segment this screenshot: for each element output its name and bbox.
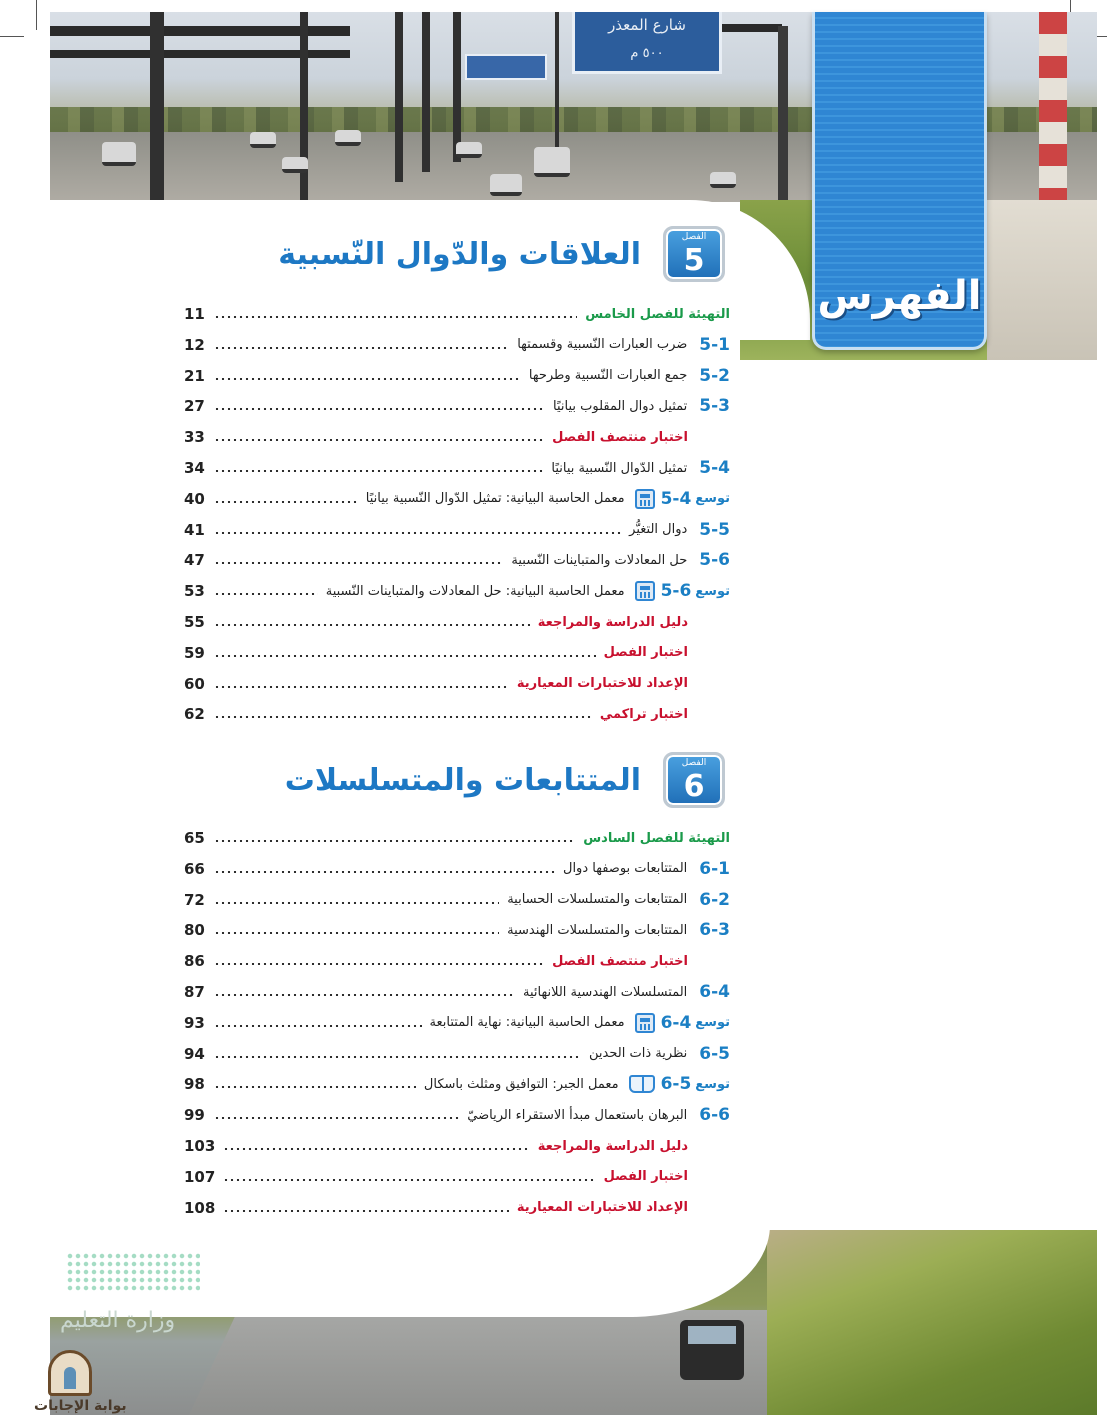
direction-sign (465, 54, 547, 80)
toc-entry-label: ضرب العبارات النّسبية وقسمتها (517, 337, 688, 353)
chapter-6-heading (285, 750, 725, 810)
site-watermark: بوابة الإجابات (34, 1398, 127, 1414)
toc-entry[interactable] (184, 1134, 730, 1158)
page-number: 47 (184, 551, 205, 570)
lesson-code: 5-4 (660, 488, 692, 509)
page-number: 34 (184, 459, 205, 477)
dot-leader (214, 439, 544, 441)
page-number: 60 (184, 674, 205, 693)
toc-entry-label: معمل الحاسبة البيانية: حل المعادلات والمتباينات النّسبية (325, 583, 625, 599)
chapter-6-badge: الفصل 6 (663, 752, 725, 808)
crop-mark (36, 0, 37, 30)
toc-entry[interactable] (184, 333, 730, 357)
lesson-code: 5-1 (699, 334, 730, 355)
page-number: 62 (184, 705, 205, 724)
dot-leader (214, 593, 318, 595)
toc-entry[interactable] (184, 1196, 730, 1220)
page-number: 103 (184, 1137, 216, 1155)
toc-entry-label: اختبار الفصل (603, 1169, 688, 1185)
page-number: 53 (184, 582, 205, 601)
toc-entry[interactable] (184, 302, 730, 326)
chapter-6-title: المتتابعات والمتسلسلات (284, 762, 641, 798)
dot-leader (214, 994, 515, 996)
page-number: 11 (184, 305, 205, 323)
lesson-code: 6-6 (699, 1105, 730, 1126)
toc-entry-label: اختبار منتصف الفصل (552, 429, 688, 445)
toc-entry[interactable] (184, 579, 730, 603)
index-title: الفهرس (817, 273, 982, 319)
toc-entry[interactable] (184, 949, 730, 973)
toc-entry[interactable] (184, 1165, 730, 1189)
toc-entry-label: دليل الدراسة والمراجعة (537, 614, 688, 630)
chapter-5-title: العلاقات والدّوال النّسبية (278, 236, 641, 272)
page-number: 65 (184, 829, 205, 847)
toc-entry[interactable] (184, 548, 730, 572)
page-number: 108 (184, 1198, 216, 1217)
toc-entry-label: البرهان باستعمال مبدأ الاستقراء الرياضيّ (467, 1107, 688, 1123)
dot-leader (214, 562, 503, 564)
toc-entry-label: نظرية ذات الحدين (589, 1046, 688, 1062)
street-sign: شارع المعذر ٥٠٠ م (572, 12, 722, 74)
dot-leader (214, 716, 592, 718)
extension-prefix: توسع (695, 491, 730, 507)
toc-entry-label: تمثيل الدّوال النّسبية بيانيًا (551, 460, 688, 476)
calculator-icon (635, 489, 655, 509)
dot-leader (223, 1179, 595, 1181)
toc-entry[interactable] (184, 1011, 730, 1035)
dot-leader (214, 902, 499, 904)
page-number: 21 (184, 366, 205, 385)
dot-leader (214, 871, 555, 873)
dot-leader (214, 470, 543, 472)
chapter-5-heading (278, 224, 725, 284)
toc-entry[interactable] (184, 641, 730, 665)
dot-leader (214, 932, 499, 934)
lesson-code: 5-2 (699, 365, 730, 386)
dot-leader (214, 963, 544, 965)
toc-entry-label: تمثيل دوال المقلوب بيانيًا (553, 398, 688, 414)
toc-entry[interactable] (184, 1072, 730, 1096)
toc-entry[interactable] (184, 980, 730, 1004)
lesson-code: 5-4 (699, 458, 730, 478)
dot-leader (214, 1117, 459, 1119)
lesson-code: 6-5 (660, 1074, 692, 1095)
dot-leader (214, 655, 596, 657)
dot-leader (214, 624, 530, 626)
dot-leader (214, 1056, 581, 1058)
toc-entry-label: المتسلسلات الهندسية اللانهائية (523, 984, 688, 1000)
toc-entry[interactable] (184, 518, 730, 542)
toc-entry-label: معمل الجبر: التوافيق ومثلث باسكال (423, 1076, 619, 1092)
toc-entry[interactable] (184, 1042, 730, 1066)
page-number: 27 (184, 397, 205, 416)
page-number: 98 (184, 1075, 205, 1094)
toc-entry-label: معمل الحاسبة البيانية: تمثيل الدّوال النّسبية بيانيًا (365, 491, 625, 507)
page-number: 33 (184, 428, 205, 447)
calculator-icon (635, 581, 655, 601)
toc-entry[interactable] (184, 610, 730, 634)
page-number: 107 (184, 1167, 216, 1186)
page-number: 93 (184, 1013, 205, 1032)
toc-entry-label: حل المعادلات والمتباينات النّسبية (511, 552, 688, 568)
toc-entry-label: المتتابعات والمتسلسلات الحسابية (507, 892, 688, 908)
toc-entry-label: التهيئة للفصل الخامس (585, 306, 730, 322)
toc-entry-label: اختبار تراكمي (599, 706, 688, 722)
dot-leader (214, 316, 577, 318)
page-number: 99 (184, 1106, 205, 1125)
page-number: 94 (184, 1044, 205, 1063)
toc-entry-label: جمع العبارات النّسبية وطرحها (528, 368, 688, 384)
toc-entry[interactable] (184, 487, 730, 511)
lesson-code: 5-5 (699, 519, 730, 540)
lesson-code: 5-6 (699, 550, 730, 571)
page-number: 12 (184, 335, 205, 354)
dot-leader (214, 1086, 416, 1088)
toc-entry[interactable] (184, 826, 730, 850)
book-icon (629, 1075, 655, 1093)
dot-leader (214, 1025, 422, 1027)
page-number: 87 (184, 983, 205, 1001)
toc-entry-label: الإعداد للاختبارات المعيارية (516, 676, 688, 692)
dot-leader (214, 347, 509, 349)
dot-leader (214, 408, 545, 410)
toc-entry-label: الإعداد للاختبارات المعيارية (516, 1200, 688, 1216)
lesson-code: 6-1 (699, 858, 730, 879)
dot-leader (214, 686, 509, 688)
lesson-code: 5-3 (699, 396, 730, 417)
dot-leader (214, 378, 521, 380)
dot-leader (223, 1210, 509, 1212)
page-number: 72 (184, 890, 205, 909)
ministry-logo-dots (66, 1252, 200, 1292)
toc-entry-label: التهيئة للفصل السادس (583, 830, 730, 846)
lesson-code: 6-4 (699, 982, 730, 1002)
extension-prefix: توسع (695, 1076, 730, 1092)
toc-entry-label: اختبار منتصف الفصل (552, 953, 688, 969)
toc-entry[interactable] (184, 364, 730, 388)
page-number: 86 (184, 952, 205, 971)
page-number: 40 (184, 489, 205, 508)
lesson-code: 6-5 (699, 1043, 730, 1064)
toc-entry[interactable] (184, 702, 730, 726)
toc-entry[interactable] (184, 394, 730, 418)
striped-pylon (1039, 12, 1067, 202)
page-number: 55 (184, 613, 205, 631)
page-number: 80 (184, 921, 205, 940)
toc-entry[interactable] (184, 857, 730, 881)
dot-leader (214, 840, 575, 842)
page-number: 66 (184, 859, 205, 878)
toc-entry[interactable] (184, 918, 730, 942)
dot-leader (223, 1148, 529, 1150)
truck (680, 1320, 744, 1380)
chapter-5-badge: الفصل 5 (663, 226, 725, 282)
index-tab (812, 12, 987, 350)
crop-mark (0, 36, 24, 37)
extension-prefix: توسع (695, 583, 730, 599)
page-number: 41 (184, 520, 205, 539)
toc-entry[interactable] (184, 456, 730, 480)
toc-entry-label: دوال التغيُّر (629, 522, 688, 538)
lesson-code: 6-2 (699, 889, 730, 910)
toc-entry-label: دليل الدراسة والمراجعة (537, 1138, 688, 1154)
lesson-code: 5-6 (660, 581, 692, 602)
toc-entry[interactable] (184, 1103, 730, 1127)
toc-entry-label: اختبار الفصل (603, 645, 688, 661)
gate-logo-icon (48, 1350, 92, 1396)
lesson-code: 6-4 (660, 1012, 692, 1033)
toc-entry[interactable] (184, 425, 730, 449)
toc-entry[interactable] (184, 888, 730, 912)
toc-entry-label: المتتابعات والمتسلسلات الهندسية (507, 922, 688, 938)
extension-prefix: توسع (695, 1015, 730, 1031)
dot-leader (214, 532, 621, 534)
toc-entry-label: المتتابعات بوصفها دوال (563, 861, 688, 877)
dot-leader (214, 501, 358, 503)
calculator-icon (635, 1013, 655, 1033)
toc-entry-label: معمل الحاسبة البيانية: نهاية المتتابعة (429, 1015, 625, 1031)
ministry-watermark: وزارة التعليم (60, 1308, 176, 1333)
lesson-code: 6-3 (699, 920, 730, 941)
page-number: 59 (184, 643, 205, 662)
toc-entry[interactable] (184, 672, 730, 696)
